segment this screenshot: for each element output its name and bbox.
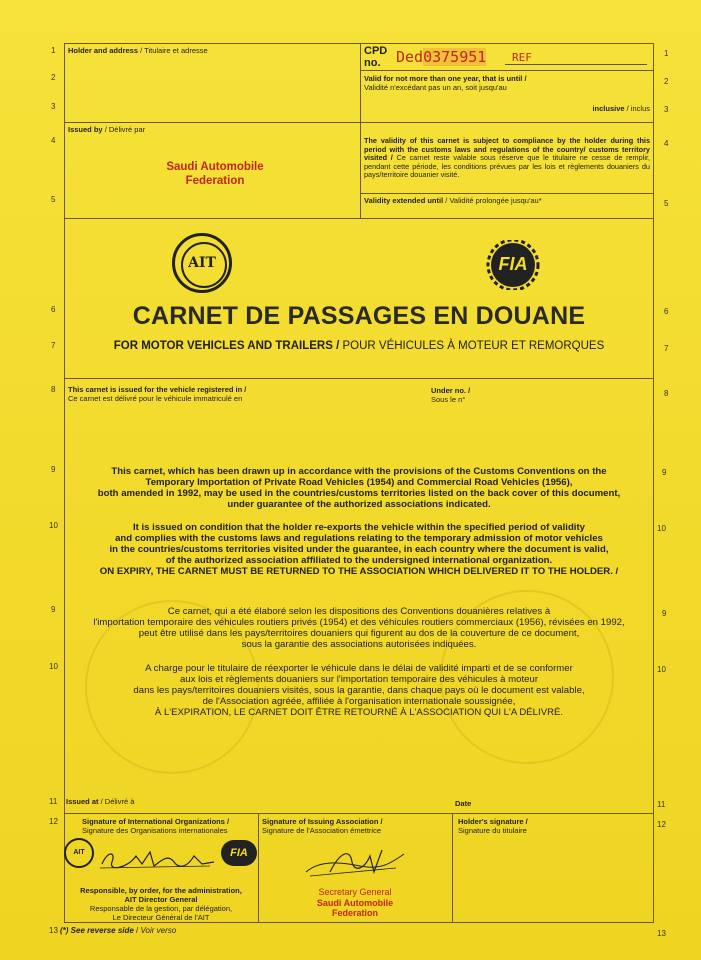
row-num-right-6: 6 bbox=[664, 307, 669, 316]
ait-responsible-block bbox=[64, 886, 258, 922]
validity-label-en: Valid for not more than one year, that is until / bbox=[364, 74, 527, 83]
row-num-left-7: 7 bbox=[51, 341, 56, 350]
sig-holder-en: Holder's signature / bbox=[458, 817, 528, 826]
fr-p2-line1: A charge pour le titulaire de réexporter le véhicule dans le délai de validité imparti et de se conformer bbox=[145, 663, 573, 674]
sig-issuing-label bbox=[262, 817, 383, 835]
under-no-fr: Sous le n° bbox=[431, 395, 466, 404]
en-p1-line4: under guarantee of the authorized associations indicated. bbox=[227, 499, 491, 510]
issued-at-fr: Délivré à bbox=[104, 797, 135, 806]
vehicle-label-fr: Ce carnet est délivré pour le véhicule immatriculé en bbox=[68, 394, 243, 403]
divider-h-cpd bbox=[360, 70, 654, 71]
inclusive-en: inclusive bbox=[592, 104, 625, 113]
french-paragraph-1 bbox=[70, 606, 648, 650]
fr-p2-line5: À L'EXPIRATION, LE CARNET DOIT ÊTRE RETOURNÉ À L'ASSOCIATION QUI L'A DÉLIVRÉ. bbox=[154, 707, 564, 718]
divider-v-sig2 bbox=[452, 813, 453, 923]
extended-label: Validity extended until / Validité prolongée jusqu'au* bbox=[364, 196, 542, 205]
row-num-left-4: 4 bbox=[51, 136, 56, 145]
row-num-left-5: 5 bbox=[51, 195, 56, 204]
ait-logo-text: AIT bbox=[188, 255, 216, 271]
divider-v-sig1 bbox=[258, 813, 259, 923]
row-num-right-12: 12 bbox=[657, 820, 666, 829]
fia-logo bbox=[478, 240, 548, 290]
en-p2-line5: ON EXPIRY, THE CARNET MUST BE RETURNED TO THE ASSOCIATION WHICH DELIVERED IT TO THE HOLDER. / bbox=[99, 566, 619, 577]
secretary-general-block bbox=[290, 887, 420, 919]
date-label bbox=[455, 799, 471, 808]
compliance-text bbox=[364, 137, 650, 180]
subtitle-fr: POUR VÉHICULES À MOTEUR ET REMORQUES bbox=[342, 340, 605, 352]
row-num-right-7: 7 bbox=[664, 344, 669, 353]
sig-issuing-fr: Signature de l'Association émettrice bbox=[262, 826, 381, 835]
issuer-name-line2: Federation bbox=[185, 175, 245, 187]
row-num-right-1: 1 bbox=[664, 49, 669, 58]
cpd-number: 0375951 bbox=[423, 48, 487, 66]
issued-at-en: Issued at bbox=[66, 797, 99, 806]
fr-p2-line2: aux lois et règlements douaniers sur l'importation temporaire des véhicules à moteur bbox=[179, 674, 539, 685]
fr-p1-line2: l'importation temporaire des véhicules routiers privés (1954) et des véhicules routiers commerciaux (1956), révisées en 1992, bbox=[93, 617, 625, 628]
row-num-right-10b: 10 bbox=[657, 665, 666, 674]
sec-line3: Federation bbox=[331, 908, 378, 918]
row-num-left-3: 3 bbox=[51, 102, 56, 111]
under-no-en: Under no. / bbox=[431, 386, 471, 395]
fr-p1-line1: Ce carnet, qui a été élaboré selon les dispositions des Conventions douanières relatives à bbox=[167, 606, 551, 617]
english-paragraph-2 bbox=[70, 522, 648, 577]
cpd-number-field bbox=[396, 48, 486, 66]
divider-h-extended bbox=[360, 193, 654, 194]
en-p2-line2: and complies with the customs laws and regulations relating to the temporary admission of motor vehicles bbox=[115, 533, 603, 544]
row-num-left-10b: 10 bbox=[49, 662, 58, 671]
fia-logo-text: FIA bbox=[498, 254, 528, 274]
english-paragraph-1 bbox=[70, 466, 648, 510]
fr-p2-line3: dans les pays/territoires douaniers visités, sous la garantie, dans chaque pays où le document est valable, bbox=[133, 685, 585, 696]
fia-small-logo-text: FIA bbox=[230, 847, 248, 859]
secretary-general-signature bbox=[300, 842, 410, 882]
issued-at-label: Issued at / Délivré à bbox=[66, 797, 135, 806]
en-p2-line4: of the authorized association affiliated to the undersigned international organization. bbox=[165, 555, 553, 566]
row-num-right-9a: 9 bbox=[662, 468, 667, 477]
footer-note-en: (*) See reverse side bbox=[60, 926, 134, 935]
resp-fr1: Responsable de la gestion, par délégation, bbox=[89, 904, 233, 913]
issued-by-en: Issued by bbox=[68, 125, 103, 134]
row-num-right-8: 8 bbox=[664, 389, 669, 398]
row-num-left-10a: 10 bbox=[49, 521, 58, 530]
cpd-underline bbox=[505, 64, 647, 65]
ait-logo bbox=[172, 233, 232, 293]
sig-intl-fr: Signature des Organisations internationales bbox=[82, 826, 228, 835]
ait-small-logo-text: AIT bbox=[73, 849, 85, 856]
resp-en1: Responsible, by order, for the administration, bbox=[80, 886, 242, 895]
holder-label-fr: Titulaire et adresse bbox=[144, 46, 208, 55]
issued-by-label: Issued by / Délivré par bbox=[68, 125, 146, 134]
fr-p1-line3: peut être utilisé dans les pays/territoires douaniers qui figurent au dos de la couverture de ce document, bbox=[138, 628, 580, 639]
vehicle-label bbox=[68, 385, 246, 403]
row-num-right-4: 4 bbox=[664, 139, 669, 148]
divider-h-vehicle bbox=[64, 378, 654, 379]
compliance-en: The validity of this carnet is subject to compliance by the holder during this period with the customs laws and regulations of the country/ customs territory visited / bbox=[364, 136, 650, 163]
row-num-right-5: 5 bbox=[664, 199, 669, 208]
inclusive-label: inclusive / inclus bbox=[592, 104, 650, 113]
subtitle-en: FOR MOTOR VEHICLES AND TRAILERS bbox=[113, 340, 333, 352]
cpd-prefix: Ded bbox=[396, 48, 424, 66]
ait-small-logo bbox=[64, 838, 94, 868]
date-text: Date bbox=[455, 799, 472, 808]
sig-holder-label bbox=[458, 817, 528, 835]
sig-intl-en: Signature of International Organizations / bbox=[82, 817, 230, 826]
holder-label: Holder and address / Titulaire et adresse bbox=[68, 46, 208, 55]
fia-small-logo bbox=[221, 840, 257, 866]
issued-by-fr: Délivré par bbox=[108, 125, 146, 134]
sec-line2: Saudi Automobile bbox=[316, 897, 394, 908]
row-num-right-13: 13 bbox=[657, 929, 666, 938]
resp-en2: AIT Director General bbox=[124, 895, 198, 904]
extended-fr: Validité prolongée jusqu'au* bbox=[449, 196, 542, 205]
en-p1-line2: Temporary Importation of Private Road Vehicles (1954) and Commercial Road Vehicles (1956), bbox=[145, 477, 573, 488]
en-p1-line1: This carnet, which has been drawn up in accordance with the provisions of the Customs Conventions on the bbox=[111, 466, 607, 477]
under-no-label bbox=[431, 386, 470, 404]
validity-label-fr: Validité n'excédant pas un an, soit jusqu'au bbox=[364, 83, 507, 92]
row-num-left-12: 12 bbox=[49, 817, 58, 826]
validity-label bbox=[364, 74, 649, 92]
issuer-name bbox=[140, 160, 290, 188]
sig-issuing-en: Signature of Issuing Association / bbox=[262, 817, 383, 826]
row-num-right-3: 3 bbox=[664, 105, 669, 114]
extended-en: Validity extended until bbox=[364, 196, 444, 205]
cpd-label: CPD no. bbox=[364, 45, 388, 69]
row-num-left-9b: 9 bbox=[51, 605, 56, 614]
row-num-left-9a: 9 bbox=[51, 465, 56, 474]
holder-label-en: Holder and address bbox=[68, 46, 139, 55]
row-num-left-1: 1 bbox=[51, 46, 56, 55]
divider-h-row3 bbox=[64, 122, 654, 123]
french-paragraph-2 bbox=[70, 663, 648, 718]
row-num-right-9b: 9 bbox=[662, 609, 667, 618]
row-num-left-11: 11 bbox=[49, 797, 58, 806]
page-subtitle: FOR MOTOR VEHICLES AND TRAILERS / POUR VÉHICULES À MOTEUR ET REMORQUES bbox=[113, 340, 605, 352]
row-num-left-8: 8 bbox=[51, 385, 56, 394]
ait-director-signature bbox=[98, 842, 218, 874]
issuer-name-line1: Saudi Automobile bbox=[166, 161, 264, 173]
footer-note: (*) See reverse side / Voir verso bbox=[60, 926, 177, 935]
vehicle-label-en: This carnet is issued for the vehicle registered in / bbox=[68, 385, 247, 394]
row-num-right-11: 11 bbox=[657, 800, 666, 809]
inclusive-fr: inclus bbox=[630, 104, 650, 113]
en-p1-line3: both amended in 1992, may be used in the countries/customs territories listed on the back cover of this document, bbox=[97, 488, 621, 499]
sig-intl-label bbox=[82, 817, 229, 835]
row-num-right-10a: 10 bbox=[657, 524, 666, 533]
footer-note-fr: Voir verso bbox=[140, 926, 177, 935]
page-title: CARNET DE PASSAGES EN DOUANE bbox=[132, 302, 586, 330]
row-num-left-2: 2 bbox=[51, 73, 56, 82]
en-p2-line3: in the countries/customs territories visited under the guarantee, in each country where the document is valid, bbox=[109, 544, 609, 555]
resp-fr2: Le Directeur Général de l'AIT bbox=[112, 913, 210, 922]
row-num-left-6: 6 bbox=[51, 305, 56, 314]
sig-holder-fr: Signature du titulaire bbox=[458, 826, 527, 835]
divider-h-signatures bbox=[64, 813, 654, 814]
en-p2-line1: It is issued on condition that the holder re-exports the vehicle within the specified period of validity bbox=[132, 522, 586, 533]
divider-h-header bbox=[64, 218, 654, 219]
cpd-ref: REF bbox=[512, 51, 532, 64]
sec-line1: Secretary General bbox=[318, 887, 392, 897]
compliance-fr: Ce carnet reste valable sous réserve que le titulaire ne cesse de remplir, pendant cette période, les conditions prévues par les lois et règlements douaniers du pays/territoire douanier visité. bbox=[364, 153, 650, 180]
row-num-left-13: 13 bbox=[49, 926, 58, 935]
fr-p1-line4: sous la garantie des associations autorisées indiquées. bbox=[241, 639, 477, 650]
row-num-right-2: 2 bbox=[664, 77, 669, 86]
fr-p2-line4: de l'Association agréée, affiliée à l'organisation internationale soussignée, bbox=[202, 696, 516, 707]
